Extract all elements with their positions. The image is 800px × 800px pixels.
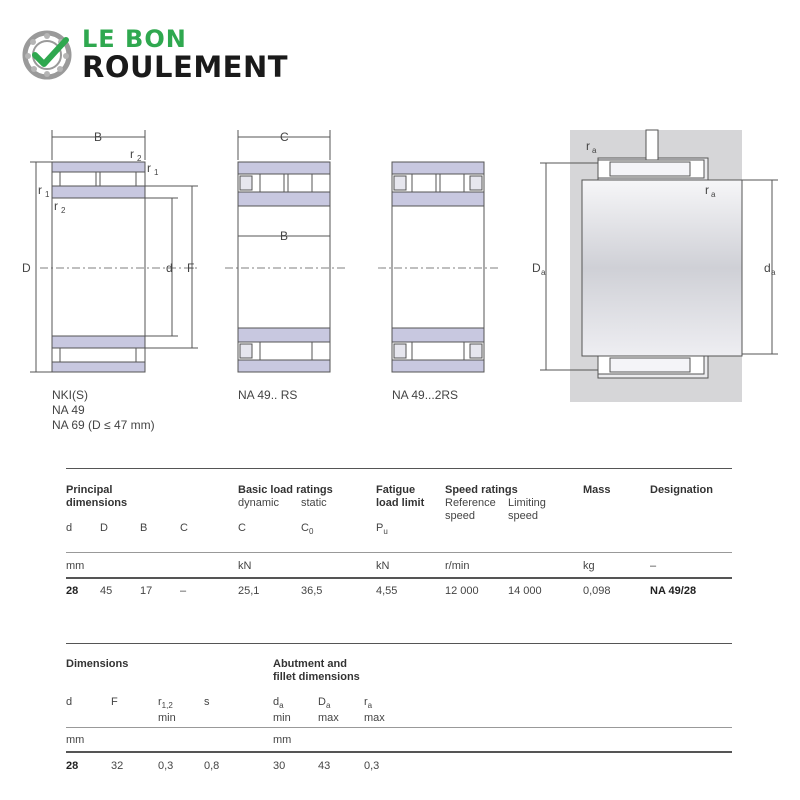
svg-text:1: 1 — [154, 168, 159, 177]
table2-units-rule — [66, 727, 732, 728]
header-dynamic: dynamic — [238, 497, 279, 509]
header-mass: Mass — [583, 484, 611, 496]
unit-kN-load: kN — [238, 560, 252, 572]
header-principal: Principal dimensions — [66, 484, 128, 509]
svg-text:a: a — [592, 146, 597, 155]
table-data-rule — [66, 577, 732, 579]
label-r2b: r — [54, 199, 58, 213]
table-top-rule — [66, 468, 732, 469]
header-limiting-speed: Limiting speed — [508, 497, 546, 522]
svg-text:2: 2 — [137, 154, 142, 163]
header-static: static — [301, 497, 327, 509]
svg-text:a: a — [541, 268, 546, 277]
header-dimensions: Dimensions — [66, 658, 129, 670]
svg-text:1: 1 — [45, 190, 50, 199]
unit2-mm: mm — [66, 734, 85, 746]
sym2-s: s — [204, 696, 210, 708]
header-abutment: Abutment and fillet dimensions — [273, 658, 360, 683]
unit-speed: r/min — [445, 560, 470, 572]
unit-designation: – — [650, 560, 657, 572]
sym2-F: F — [111, 696, 118, 708]
label-r1: r — [147, 161, 151, 175]
sym-B: B — [140, 522, 148, 534]
label-B: B — [94, 130, 103, 144]
logo-text-line1: LE BON — [82, 25, 187, 53]
table2-data-rule — [66, 751, 732, 753]
label-B2: B — [280, 229, 289, 243]
svg-text:2: 2 — [61, 206, 66, 215]
label-da: d — [764, 261, 771, 275]
logo-text-line2: ROULEMENT — [82, 50, 289, 84]
header-fatigue: Fatigue load limit — [376, 484, 425, 509]
sym-C: C — [180, 522, 188, 534]
label-r1b: r — [38, 183, 42, 197]
sym2-da: $d_a$ min — [273, 696, 291, 725]
table-units-rule — [66, 552, 732, 553]
header-designation: Designation — [650, 484, 713, 496]
header-reference-speed: Reference speed — [445, 497, 496, 522]
label-D: D — [22, 261, 31, 275]
label-Da: D — [532, 261, 541, 275]
sym2-Da: $D_a$ max — [318, 696, 339, 725]
svg-text:a: a — [711, 190, 716, 199]
table2-top-rule — [66, 643, 732, 644]
bearing-data-table: Principal dimensions Basic load ratings dynamic static Fatigue load limit Speed ratings Reference speed Limiting speed Mass Designation d D B C C $C_0$ $P_u$ mm kN kN r/min kg – 28 45 17 – 25,1 36,5 4,55 12 000 14 000 0,098 NA 49/28 Dimensions Abutment and fillet dimensions d F $r_{1,2}$ min s $d_a$ min $D_a$ max $r_a$ max mm mm 28 32 0,3 0,8 30 43 0,3 — [0, 0, 800, 800]
unit-mass: kg — [583, 560, 595, 572]
label-d: d — [166, 261, 173, 275]
designation-value: NA 49/28 — [650, 585, 697, 597]
caption-na49-rs: NA 49.. RS — [238, 388, 298, 402]
label-ra-right: r — [705, 183, 709, 197]
label-r2: r — [130, 147, 134, 161]
sym-D: D — [100, 522, 108, 534]
label-C: C — [280, 130, 289, 144]
sym-C-load: C — [238, 522, 246, 534]
header-speed: Speed ratings — [445, 484, 518, 496]
sym2-d: d — [66, 696, 73, 708]
label-F: F — [187, 261, 195, 275]
label-ra-top: r — [586, 139, 590, 153]
sym-C0: $C_0$ — [301, 522, 314, 537]
sym2-r12: $r_{1,2}$ min — [158, 696, 176, 725]
caption-na49-2rs: NA 49...2RS — [392, 388, 459, 402]
sym-d: d — [66, 522, 73, 534]
unit-mm: mm — [66, 560, 85, 572]
sym-Pu: $P_u$ — [376, 522, 388, 537]
svg-text:a: a — [771, 268, 776, 277]
unit-kN-fatigue: kN — [376, 560, 390, 572]
caption-nki: NKI(S) NA 49 NA 69 (D ≤ 47 mm) — [52, 388, 155, 432]
unit2-mm-abutment: mm — [273, 734, 292, 746]
header-basic-load: Basic load ratings — [238, 484, 333, 496]
sym2-ra: $r_a$ max — [364, 696, 385, 725]
